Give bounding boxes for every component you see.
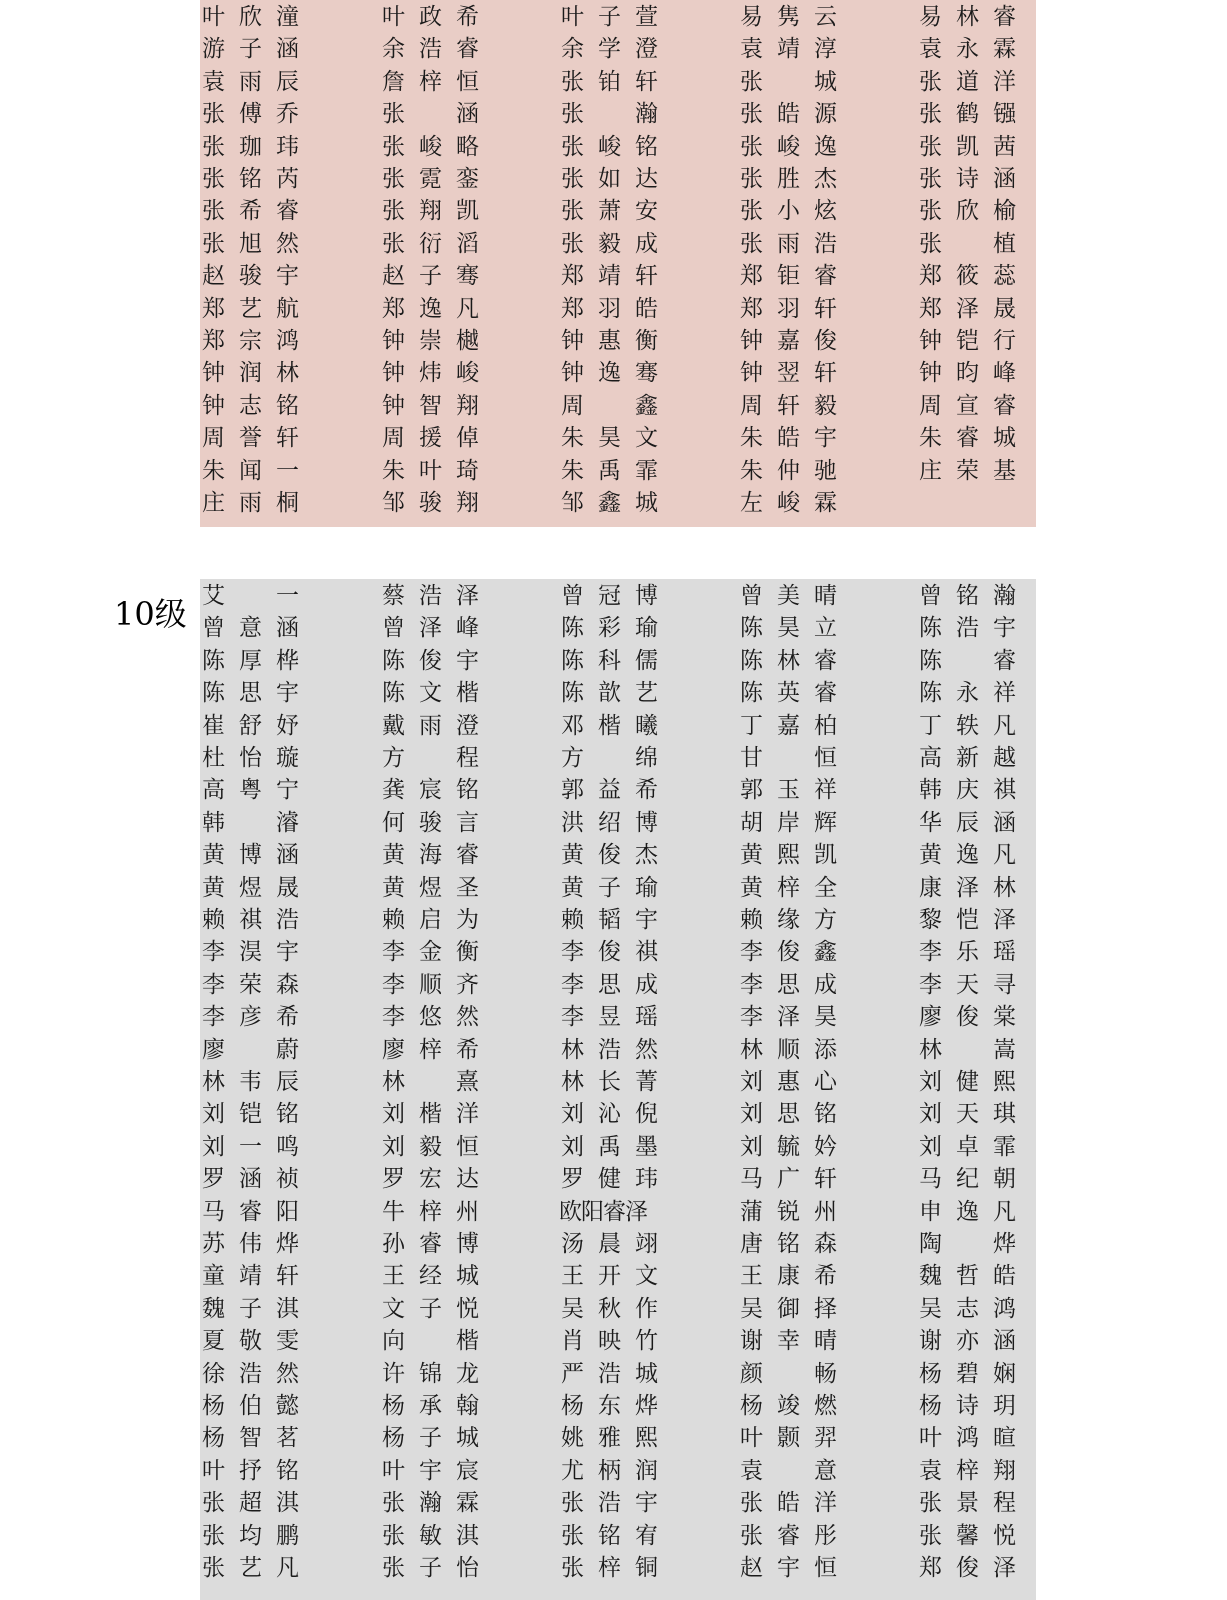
student-name: 林 顺 添 bbox=[740, 1036, 837, 1063]
student-name: 马 广 轩 bbox=[740, 1166, 837, 1193]
student-name: 刘 禹 墨 bbox=[561, 1133, 658, 1160]
student-name: 姚 雅 熙 bbox=[561, 1425, 658, 1452]
student-name: 张 瀚 霖 bbox=[382, 1490, 479, 1517]
table-row bbox=[200, 260, 1036, 293]
table-row bbox=[200, 1001, 1036, 1034]
student-name: 张 胜 杰 bbox=[740, 166, 837, 192]
student-name: 周 誉 轩 bbox=[202, 425, 299, 452]
student-name: 张 希 睿 bbox=[202, 198, 299, 225]
student-name: 郭 益 希 bbox=[561, 777, 658, 804]
student-name: 张 城 bbox=[740, 68, 837, 95]
student-name: 许 锦 龙 bbox=[382, 1360, 479, 1387]
student-name: 向 楷 bbox=[382, 1328, 479, 1355]
student-name: 游 子 涵 bbox=[202, 36, 299, 63]
student-name: 张 峻 铭 bbox=[561, 133, 658, 160]
table-row bbox=[200, 195, 1036, 228]
student-name: 张 均 鹏 bbox=[202, 1522, 299, 1549]
student-name: 吴 秋 作 bbox=[561, 1295, 658, 1322]
student-name: 张 超 淇 bbox=[202, 1490, 299, 1517]
student-name: 张 植 bbox=[919, 230, 1016, 257]
student-name: 崔 舒 妤 bbox=[202, 712, 299, 739]
table-row bbox=[200, 742, 1036, 775]
student-name: 叶 宇 宸 bbox=[382, 1457, 479, 1484]
student-name: 曾 美 晴 bbox=[740, 583, 837, 609]
student-name: 曾 铭 瀚 bbox=[919, 583, 1016, 609]
student-name: 郑 羽 轩 bbox=[740, 295, 837, 322]
student-name: 朱 仲 驰 bbox=[740, 457, 837, 484]
student-name: 邓 楷 曦 bbox=[561, 712, 658, 739]
student-name: 刘 毅 恒 bbox=[382, 1133, 479, 1160]
student-name: 廖 梓 希 bbox=[382, 1036, 479, 1063]
student-name: 郑 逸 凡 bbox=[382, 295, 479, 322]
student-name: 郑 钜 睿 bbox=[740, 263, 837, 290]
student-name: 刘 铠 铭 bbox=[202, 1101, 299, 1128]
student-name: 钟 智 翔 bbox=[382, 392, 479, 419]
student-name: 张 霓 銮 bbox=[382, 166, 479, 192]
student-name: 庄 雨 桐 bbox=[202, 490, 299, 516]
table-row bbox=[200, 293, 1036, 326]
student-name: 郑 宗 鸿 bbox=[202, 328, 299, 354]
student-name: 张 珈 玮 bbox=[202, 133, 299, 160]
student-name: 叶 颢 羿 bbox=[740, 1425, 837, 1452]
student-name: 刘 健 熙 bbox=[919, 1069, 1016, 1095]
student-name: 高 新 越 bbox=[919, 745, 1016, 771]
table-row bbox=[200, 807, 1036, 840]
student-name: 钟 铠 行 bbox=[919, 328, 1016, 354]
student-name: 周 轩 毅 bbox=[740, 392, 837, 419]
student-name: 黄 煜 晟 bbox=[202, 874, 299, 901]
student-name: 黄 熙 凯 bbox=[740, 842, 837, 869]
student-name: 张 凯 茜 bbox=[919, 133, 1016, 160]
student-name: 张 峻 逸 bbox=[740, 133, 837, 160]
student-name: 欧阳睿泽 bbox=[559, 1198, 647, 1225]
student-name: 钟 崇 樾 bbox=[382, 328, 479, 354]
student-name: 陈 浩 宇 bbox=[919, 615, 1016, 642]
table-row bbox=[200, 455, 1036, 488]
table-row bbox=[200, 1163, 1036, 1196]
table-row bbox=[200, 1520, 1036, 1553]
student-name: 陶 烨 bbox=[919, 1231, 1016, 1257]
student-name: 李 彦 希 bbox=[202, 1004, 299, 1031]
student-name: 戴 雨 澄 bbox=[382, 712, 479, 739]
student-name: 张 铭 芮 bbox=[202, 166, 299, 192]
student-name: 张 道 洋 bbox=[919, 68, 1016, 95]
student-name: 严 浩 城 bbox=[561, 1360, 658, 1387]
student-name: 朱 闻 一 bbox=[202, 457, 299, 484]
student-name: 郑 羽 皓 bbox=[561, 295, 658, 322]
student-name: 叶 子 萱 bbox=[561, 4, 658, 30]
student-name: 张 小 炫 bbox=[740, 198, 837, 225]
student-name: 马 睿 阳 bbox=[202, 1198, 299, 1225]
student-name: 何 骏 言 bbox=[382, 809, 479, 836]
student-name: 张 艺 凡 bbox=[202, 1555, 299, 1581]
student-name: 黎 恺 泽 bbox=[919, 907, 1016, 933]
student-name: 叶 政 希 bbox=[382, 4, 479, 30]
student-name: 刘 楷 洋 bbox=[382, 1101, 479, 1128]
student-name: 赵 骏 宇 bbox=[202, 263, 299, 290]
table-row bbox=[200, 1358, 1036, 1391]
student-name: 王 经 城 bbox=[382, 1263, 479, 1290]
student-name: 陈 俊 宇 bbox=[382, 647, 479, 674]
student-name: 方 绵 bbox=[561, 745, 658, 771]
student-name: 黄 煜 圣 bbox=[382, 874, 479, 901]
student-name: 吴 志 鸿 bbox=[919, 1295, 1016, 1322]
student-name: 杨 伯 懿 bbox=[202, 1393, 299, 1419]
table-row bbox=[200, 33, 1036, 66]
student-name: 钟 昀 峰 bbox=[919, 360, 1016, 387]
student-name: 钟 嘉 俊 bbox=[740, 328, 837, 354]
student-name: 华 辰 涵 bbox=[919, 809, 1016, 836]
student-name: 叶 抒 铭 bbox=[202, 1457, 299, 1484]
student-name: 陈 歆 艺 bbox=[561, 680, 658, 707]
student-name: 刘 一 鸣 bbox=[202, 1133, 299, 1160]
student-name: 丁 嘉 柏 bbox=[740, 712, 837, 739]
student-name: 黄 梓 全 bbox=[740, 874, 837, 901]
student-name: 邹 鑫 城 bbox=[561, 490, 658, 516]
student-name: 张 毅 成 bbox=[561, 230, 658, 257]
student-name: 孙 睿 博 bbox=[382, 1231, 479, 1257]
student-name: 陈 彩 瑜 bbox=[561, 615, 658, 642]
student-name: 叶 欣 潼 bbox=[202, 4, 299, 30]
table-row bbox=[200, 228, 1036, 261]
student-name: 艾 一 bbox=[202, 583, 299, 609]
student-name: 刘 思 铭 bbox=[740, 1101, 837, 1128]
student-name: 洪 绍 博 bbox=[561, 809, 658, 836]
table-row bbox=[200, 1228, 1036, 1261]
student-name: 唐 铭 森 bbox=[740, 1231, 837, 1257]
student-name: 赵 宇 恒 bbox=[740, 1555, 837, 1581]
student-name: 童 靖 轩 bbox=[202, 1263, 299, 1290]
table-row bbox=[200, 1455, 1036, 1488]
student-name: 胡 岸 辉 bbox=[740, 809, 837, 836]
student-name: 杨 子 城 bbox=[382, 1425, 479, 1452]
student-name: 陈 文 楷 bbox=[382, 680, 479, 707]
student-name: 李 淏 宇 bbox=[202, 939, 299, 966]
table-row bbox=[200, 1196, 1036, 1229]
student-name: 赖 祺 浩 bbox=[202, 907, 299, 933]
student-name: 牛 梓 州 bbox=[382, 1198, 479, 1225]
student-name: 郑 靖 轩 bbox=[561, 263, 658, 290]
student-name: 谢 亦 涵 bbox=[919, 1328, 1016, 1355]
student-name: 詹 梓 恒 bbox=[382, 68, 479, 95]
table-row bbox=[200, 936, 1036, 969]
student-name: 余 学 澄 bbox=[561, 36, 658, 63]
student-name: 余 浩 睿 bbox=[382, 36, 479, 63]
student-name: 李 乐 瑶 bbox=[919, 939, 1016, 966]
student-name: 陈 睿 bbox=[919, 647, 1016, 674]
student-name: 易 林 睿 bbox=[919, 4, 1016, 30]
student-name: 张 睿 彤 bbox=[740, 1522, 837, 1549]
student-name: 李 荣 森 bbox=[202, 971, 299, 998]
table-row bbox=[200, 1552, 1036, 1585]
student-name: 叶 鸿 暄 bbox=[919, 1425, 1016, 1452]
student-name: 张 皓 源 bbox=[740, 101, 837, 128]
student-name: 杜 怡 璇 bbox=[202, 745, 299, 771]
student-name: 刘 毓 妗 bbox=[740, 1133, 837, 1160]
student-name: 曾 意 涵 bbox=[202, 615, 299, 642]
student-name: 朱 皓 宇 bbox=[740, 425, 837, 452]
table-row bbox=[200, 163, 1036, 196]
student-name: 陈 林 睿 bbox=[740, 647, 837, 674]
student-name: 韩 濬 bbox=[202, 809, 299, 836]
student-name: 李 悠 然 bbox=[382, 1004, 479, 1031]
table-row bbox=[200, 1390, 1036, 1423]
table-row bbox=[200, 1131, 1036, 1164]
student-name: 陈 永 祥 bbox=[919, 680, 1016, 707]
student-name: 张 敏 淇 bbox=[382, 1522, 479, 1549]
student-name: 李 俊 祺 bbox=[561, 939, 658, 966]
student-name: 钟 志 铭 bbox=[202, 392, 299, 419]
student-name: 朱 睿 城 bbox=[919, 425, 1016, 452]
student-name: 张 涵 bbox=[382, 101, 479, 128]
table-row bbox=[200, 1034, 1036, 1067]
student-name: 李 顺 齐 bbox=[382, 971, 479, 998]
table-row bbox=[200, 1325, 1036, 1358]
student-name: 曾 冠 博 bbox=[561, 583, 658, 609]
table-row bbox=[200, 1, 1036, 34]
student-name: 吴 御 择 bbox=[740, 1295, 837, 1322]
student-name: 黄 逸 凡 bbox=[919, 842, 1016, 869]
student-name: 钟 润 林 bbox=[202, 360, 299, 387]
student-name: 李 俊 鑫 bbox=[740, 939, 837, 966]
student-name: 刘 天 琪 bbox=[919, 1101, 1016, 1128]
student-name: 袁 意 bbox=[740, 1457, 837, 1484]
table-row bbox=[200, 390, 1036, 423]
student-name: 杨 诗 玥 bbox=[919, 1393, 1016, 1419]
student-name: 郭 玉 祥 bbox=[740, 777, 837, 804]
student-name: 张 馨 悦 bbox=[919, 1522, 1016, 1549]
student-name: 方 程 bbox=[382, 745, 479, 771]
student-name: 汤 晨 翊 bbox=[561, 1231, 658, 1257]
student-name: 袁 永 霖 bbox=[919, 36, 1016, 63]
student-name: 张 如 达 bbox=[561, 166, 658, 192]
student-name: 王 康 希 bbox=[740, 1263, 837, 1290]
table-row bbox=[200, 357, 1036, 390]
student-name: 朱 叶 琦 bbox=[382, 457, 479, 484]
student-name: 陈 昊 立 bbox=[740, 615, 837, 642]
student-name: 申 逸 凡 bbox=[919, 1198, 1016, 1225]
student-name: 尤 柄 润 bbox=[561, 1457, 658, 1484]
student-name: 康 泽 林 bbox=[919, 874, 1016, 901]
student-name: 钟 逸 骞 bbox=[561, 360, 658, 387]
student-name: 张 欣 榆 bbox=[919, 198, 1016, 225]
student-name: 张 子 怡 bbox=[382, 1555, 479, 1581]
student-name: 张 梓 铜 bbox=[561, 1555, 658, 1581]
student-name: 赖 启 为 bbox=[382, 907, 479, 933]
student-name: 魏 哲 皓 bbox=[919, 1263, 1016, 1290]
student-name: 杨 竣 燃 bbox=[740, 1393, 837, 1419]
student-name: 袁 靖 淳 bbox=[740, 36, 837, 63]
student-name: 李 泽 昊 bbox=[740, 1004, 837, 1031]
student-name: 张 浩 宇 bbox=[561, 1490, 658, 1517]
student-name: 苏 伟 烨 bbox=[202, 1231, 299, 1257]
student-name: 张 翔 凯 bbox=[382, 198, 479, 225]
student-name: 夏 敬 雯 bbox=[202, 1328, 299, 1355]
table-row bbox=[200, 1260, 1036, 1293]
student-name: 张 雨 浩 bbox=[740, 230, 837, 257]
student-name: 陈 英 睿 bbox=[740, 680, 837, 707]
student-name: 林 浩 然 bbox=[561, 1036, 658, 1063]
student-name: 黄 俊 杰 bbox=[561, 842, 658, 869]
table-row bbox=[200, 612, 1036, 645]
table-row bbox=[200, 645, 1036, 678]
student-name: 邹 骏 翔 bbox=[382, 490, 479, 516]
student-name: 李 昱 瑶 bbox=[561, 1004, 658, 1031]
table-row bbox=[200, 839, 1036, 872]
student-name: 郑 筱 蕊 bbox=[919, 263, 1016, 290]
student-name: 钟 炜 峻 bbox=[382, 360, 479, 387]
student-name: 肖 映 竹 bbox=[561, 1328, 658, 1355]
name-table-pink bbox=[200, 0, 1036, 527]
student-name: 杨 承 翰 bbox=[382, 1393, 479, 1419]
student-name: 罗 涵 祯 bbox=[202, 1166, 299, 1193]
student-name: 马 纪 朝 bbox=[919, 1166, 1016, 1193]
table-row bbox=[200, 774, 1036, 807]
student-name: 张 皓 洋 bbox=[740, 1490, 837, 1517]
student-name: 罗 健 玮 bbox=[561, 1166, 658, 1193]
grade-label: 10级 bbox=[114, 595, 187, 633]
student-name: 丁 轶 凡 bbox=[919, 712, 1016, 739]
student-name: 魏 子 淇 bbox=[202, 1295, 299, 1322]
student-name: 周 援 倬 bbox=[382, 425, 479, 452]
table-row bbox=[200, 969, 1036, 1002]
student-name: 李 金 衡 bbox=[382, 939, 479, 966]
table-row bbox=[200, 487, 1036, 520]
student-name: 甘 恒 bbox=[740, 745, 837, 771]
student-name: 杨 智 茗 bbox=[202, 1425, 299, 1452]
student-name: 刘 惠 心 bbox=[740, 1069, 837, 1095]
student-name: 杨 东 烨 bbox=[561, 1393, 658, 1419]
student-name: 杨 碧 娴 bbox=[919, 1360, 1016, 1387]
table-row bbox=[200, 904, 1036, 937]
table-row bbox=[200, 872, 1036, 905]
table-row bbox=[200, 1422, 1036, 1455]
table-row bbox=[200, 710, 1036, 743]
student-name: 朱 昊 文 bbox=[561, 425, 658, 452]
student-name: 王 开 文 bbox=[561, 1263, 658, 1290]
student-name: 张 鹤 镪 bbox=[919, 101, 1016, 128]
student-name: 朱 禹 霏 bbox=[561, 457, 658, 484]
student-name: 赖 缘 方 bbox=[740, 907, 837, 933]
student-name: 易 隽 云 bbox=[740, 4, 837, 30]
student-name: 李 天 寻 bbox=[919, 971, 1016, 998]
student-name: 李 思 成 bbox=[740, 971, 837, 998]
student-name: 曾 泽 峰 bbox=[382, 615, 479, 642]
student-name: 刘 卓 霏 bbox=[919, 1133, 1016, 1160]
student-name: 张 傅 乔 bbox=[202, 101, 299, 128]
table-row bbox=[200, 1098, 1036, 1131]
table-row bbox=[200, 66, 1036, 99]
student-name: 郑 俊 泽 bbox=[919, 1555, 1016, 1581]
student-name: 钟 惠 衡 bbox=[561, 328, 658, 354]
student-name: 张 铭 宥 bbox=[561, 1522, 658, 1549]
student-name: 林 韦 辰 bbox=[202, 1069, 299, 1095]
student-name: 周 宣 睿 bbox=[919, 392, 1016, 419]
student-name: 周 鑫 bbox=[561, 392, 658, 419]
student-name: 左 峻 霖 bbox=[740, 490, 837, 516]
student-name: 袁 梓 翔 bbox=[919, 1457, 1016, 1484]
student-name: 黄 博 涵 bbox=[202, 842, 299, 869]
student-name: 张 旭 然 bbox=[202, 230, 299, 257]
student-name bbox=[917, 487, 1017, 520]
student-name: 陈 思 宇 bbox=[202, 680, 299, 707]
student-name: 蔡 浩 泽 bbox=[382, 583, 479, 609]
student-name: 陈 厚 桦 bbox=[202, 647, 299, 674]
student-name: 谢 幸 晴 bbox=[740, 1328, 837, 1355]
student-name: 郑 艺 航 bbox=[202, 295, 299, 322]
table-row bbox=[200, 131, 1036, 164]
student-name: 罗 宏 达 bbox=[382, 1166, 479, 1193]
table-row bbox=[200, 1066, 1036, 1099]
student-name: 张 诗 涵 bbox=[919, 166, 1016, 192]
student-name: 陈 科 儒 bbox=[561, 647, 658, 674]
student-name: 颜 畅 bbox=[740, 1360, 837, 1387]
student-name: 张 峻 略 bbox=[382, 133, 479, 160]
student-name: 郑 泽 晟 bbox=[919, 295, 1016, 322]
student-name: 韩 庆 祺 bbox=[919, 777, 1016, 804]
student-name: 林 熹 bbox=[382, 1069, 479, 1095]
student-name: 高 粤 宁 bbox=[202, 777, 299, 804]
table-row bbox=[200, 98, 1036, 131]
name-table-grade-10 bbox=[200, 579, 1036, 1600]
student-name: 黄 子 瑜 bbox=[561, 874, 658, 901]
student-name: 袁 雨 辰 bbox=[202, 68, 299, 95]
student-name: 张 瀚 bbox=[561, 101, 658, 128]
student-name: 李 思 成 bbox=[561, 971, 658, 998]
student-name: 张 衍 滔 bbox=[382, 230, 479, 257]
student-name: 张 景 程 bbox=[919, 1490, 1016, 1517]
student-name: 钟 翌 轩 bbox=[740, 360, 837, 387]
student-name: 张 铂 轩 bbox=[561, 68, 658, 95]
student-name: 廖 俊 棠 bbox=[919, 1004, 1016, 1031]
student-name: 赵 子 骞 bbox=[382, 263, 479, 290]
table-row bbox=[200, 677, 1036, 710]
student-name: 黄 海 睿 bbox=[382, 842, 479, 869]
student-name: 林 长 菁 bbox=[561, 1069, 658, 1095]
student-name: 庄 荣 基 bbox=[919, 457, 1016, 484]
student-name: 赖 韬 宇 bbox=[561, 907, 658, 933]
student-name: 龚 宸 铭 bbox=[382, 777, 479, 804]
table-row bbox=[200, 1487, 1036, 1520]
student-name: 刘 沁 倪 bbox=[561, 1101, 658, 1128]
table-row bbox=[200, 580, 1036, 613]
student-name: 林 嵩 bbox=[919, 1036, 1016, 1063]
student-name: 文 子 悦 bbox=[382, 1295, 479, 1322]
student-name: 蒲 锐 州 bbox=[740, 1198, 837, 1225]
table-row bbox=[200, 422, 1036, 455]
table-row bbox=[200, 1293, 1036, 1326]
student-name: 徐 浩 然 bbox=[202, 1360, 299, 1387]
student-name: 廖 蔚 bbox=[202, 1036, 299, 1063]
student-name: 张 萧 安 bbox=[561, 198, 658, 225]
table-row bbox=[200, 325, 1036, 358]
